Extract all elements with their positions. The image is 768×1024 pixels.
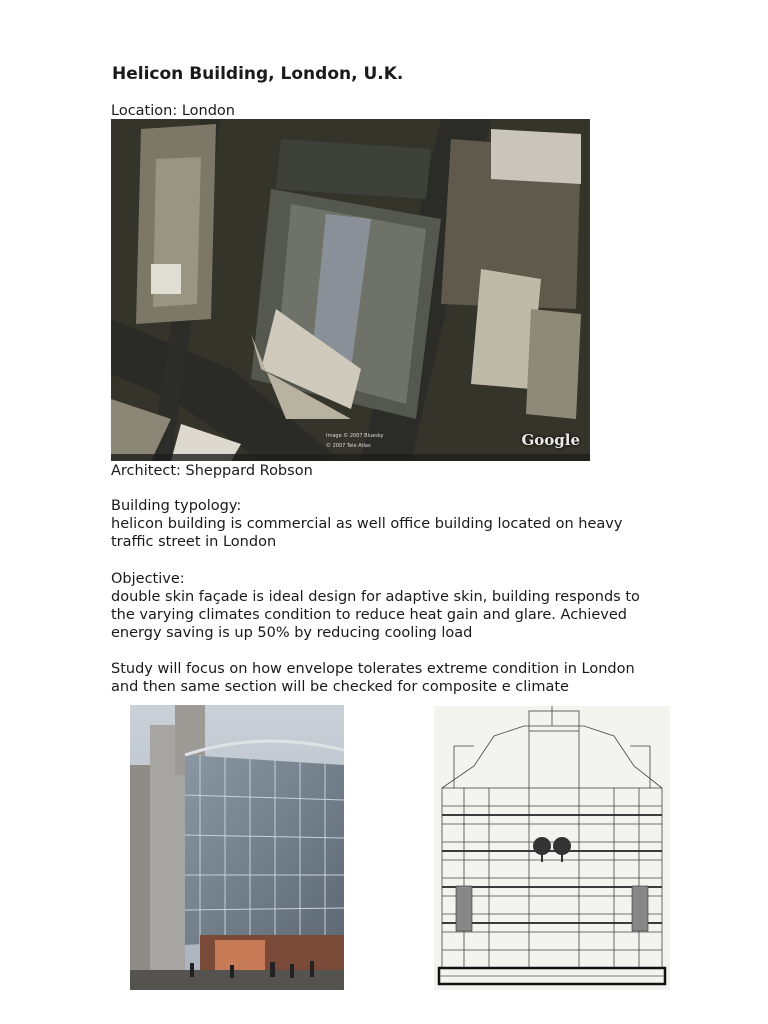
objective-line: energy saving is up 50% by reducing cooling load	[111, 625, 473, 641]
page-title: Helicon Building, London, U.K.	[112, 64, 404, 84]
image-credit: Image © 2007 Bluesky	[326, 433, 384, 439]
image-credit-secondary: © 2007 Tele Atlas	[326, 443, 371, 449]
building-section-drawing	[434, 706, 670, 990]
objective-heading: Objective:	[111, 571, 185, 587]
objective-line: double skin façade is ideal design for adaptive skin, building responds to	[111, 589, 640, 605]
typology-line: traffic street in London	[111, 534, 277, 550]
building-street-photo	[130, 705, 344, 990]
google-watermark: Google	[521, 431, 580, 449]
study-line: Study will focus on how envelope tolerates extreme condition in London	[111, 661, 635, 677]
typology-heading: Building typology:	[111, 498, 242, 514]
aerial-satellite-image	[111, 119, 590, 461]
image-status-bar	[111, 454, 590, 461]
objective-line: the varying climates condition to reduce heat gain and glare. Achieved	[111, 607, 628, 623]
architect-text: Architect: Sheppard Robson	[111, 463, 313, 479]
typology-line: helicon building is commercial as well office building located on heavy	[111, 516, 623, 532]
location-text: Location: London	[111, 103, 235, 119]
study-line: and then same section will be checked for composite e climate	[111, 679, 569, 695]
